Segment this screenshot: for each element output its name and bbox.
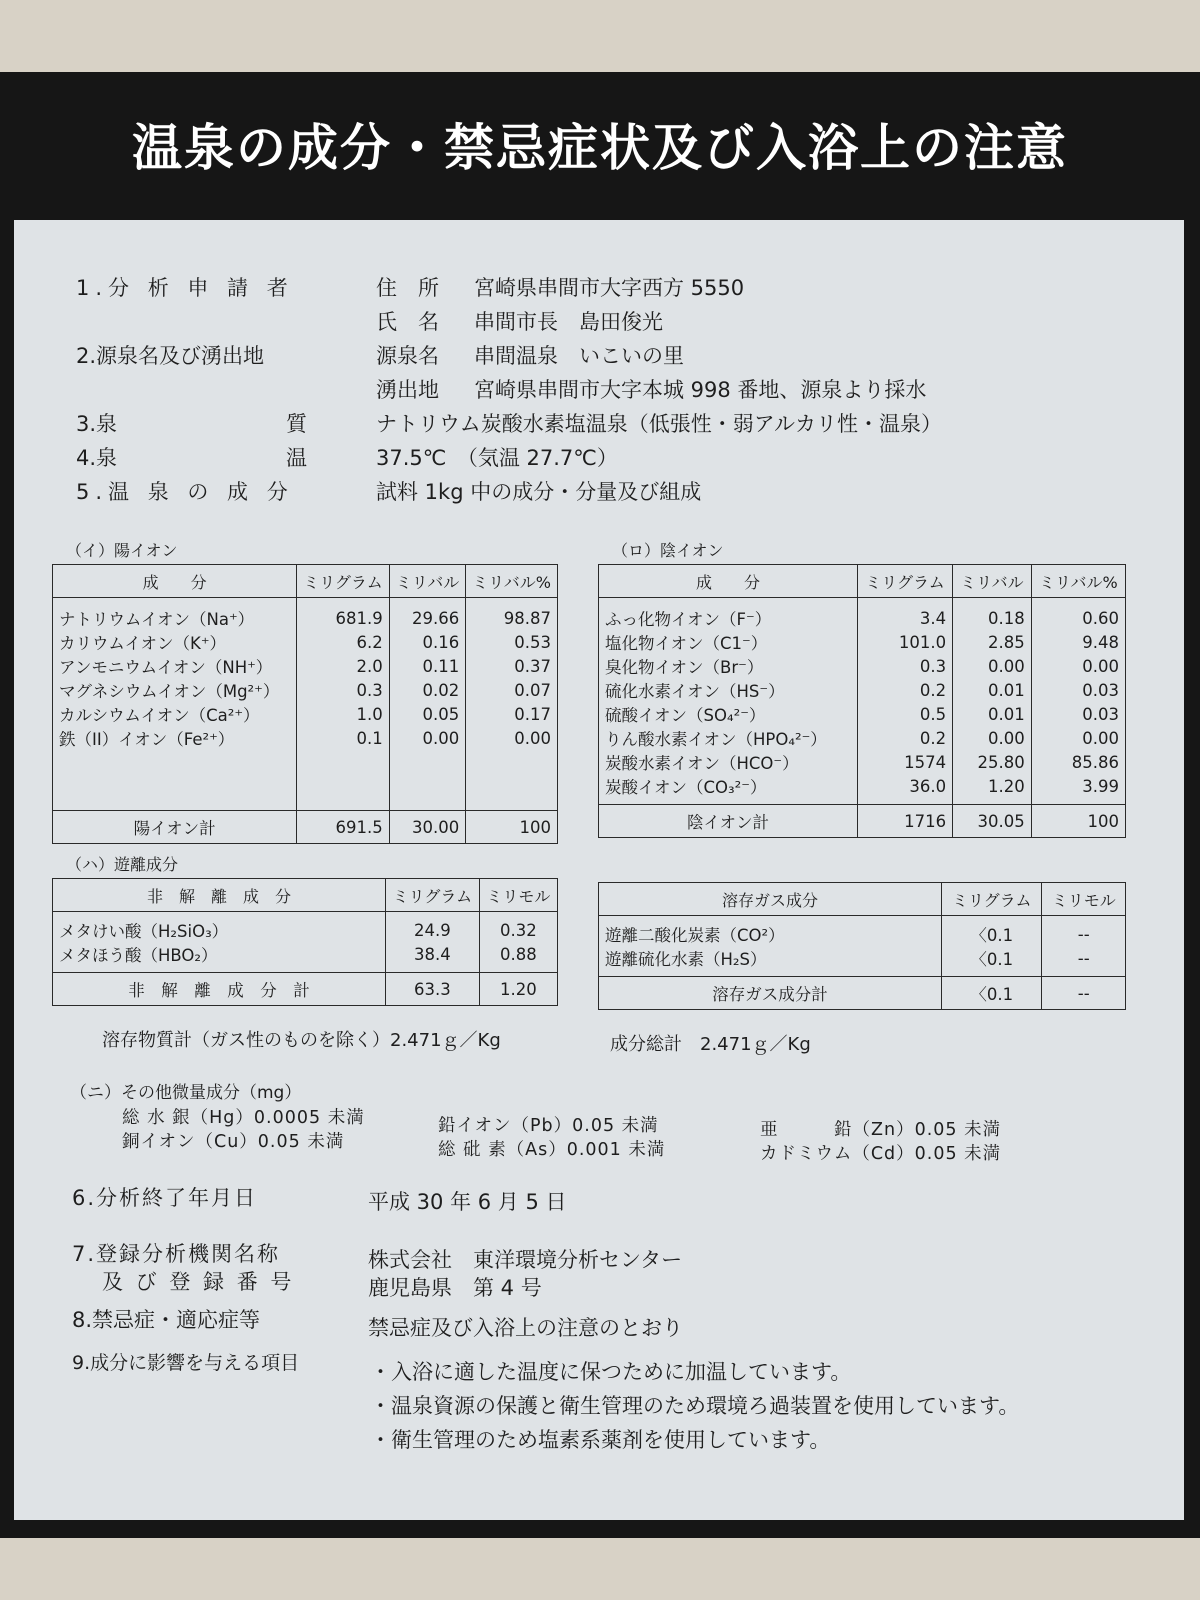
- cation-mvalpct: 0.53: [466, 630, 558, 654]
- trace-pb: 鉛イオン（Pb）0.05 未満: [438, 1116, 659, 1136]
- gas-header-component: 溶存ガス成分: [599, 883, 942, 916]
- gas-table: [598, 882, 1126, 1010]
- gas-name: 遊離二酸化炭素（CO²）: [599, 922, 942, 946]
- anion-name: 臭化物イオン（Br⁻）: [599, 654, 858, 678]
- cation-mval: 0.00: [389, 726, 466, 750]
- table-row: [599, 726, 1126, 750]
- table-row: [53, 918, 558, 942]
- anion-total-mvalpct: 100: [1031, 805, 1125, 838]
- dissolved-total: 溶存物質計（ガス性のものを除く）2.471ｇ／Kg: [102, 1030, 501, 1051]
- anion-mvalpct: 9.48: [1031, 630, 1125, 654]
- item1-address: 宮崎県串間市大字西方 5550: [474, 276, 745, 300]
- item8-value: 禁忌症及び入浴上の注意のとおり: [368, 1316, 683, 1340]
- free-mg: 38.4: [386, 942, 480, 966]
- anion-mval: 0.00: [953, 726, 1032, 750]
- free-mmol: 0.88: [479, 942, 557, 966]
- table-row: [599, 922, 1126, 946]
- anion-mval: 1.20: [953, 774, 1032, 798]
- anion-mval: 0.01: [953, 702, 1032, 726]
- cation-name: マグネシウムイオン（Mg²⁺）: [53, 678, 297, 702]
- anion-mg: 3.4: [858, 606, 953, 630]
- anion-name: 炭酸水素イオン（HCO⁻）: [599, 750, 858, 774]
- anion-total-row: [599, 805, 1126, 838]
- item2-label: 2.源泉名及び湧出地: [76, 344, 265, 368]
- item1-address-label: 住 所: [376, 276, 439, 300]
- anion-mg: 0.2: [858, 726, 953, 750]
- item7-value-b: 鹿児島県 第 4 号: [368, 1276, 542, 1300]
- table-row: [599, 630, 1126, 654]
- free-mg: 24.9: [386, 918, 480, 942]
- table-row: [53, 678, 558, 702]
- table-row: [53, 702, 558, 726]
- gas-header-mmol: ミリモル: [1042, 883, 1126, 916]
- gas-total-label: 溶存ガス成分計: [599, 977, 942, 1010]
- cation-mval: 0.02: [389, 678, 466, 702]
- table-row: [599, 678, 1126, 702]
- cation-name: アンモニウムイオン（NH⁺）: [53, 654, 297, 678]
- item9-label: 9.成分に影響を与える項目: [72, 1352, 300, 1374]
- free-heading: （ハ）遊離成分: [66, 855, 179, 874]
- cation-mvalpct: 98.87: [466, 606, 558, 630]
- trace-hg: 総 水 銀（Hg）0.0005 未満: [122, 1108, 365, 1128]
- anion-header-mvalpct: ミリバル%: [1031, 565, 1125, 598]
- gas-mg: 〈0.1: [942, 922, 1042, 946]
- cation-mvalpct: 0.00: [466, 726, 558, 750]
- table-row: [53, 630, 558, 654]
- item9-line-2: ・温泉資源の保護と衛生管理のため環境ろ過装置を使用しています。: [370, 1394, 1020, 1418]
- item3-value: ナトリウム炭酸水素塩温泉（低張性・弱アルカリ性・温泉）: [376, 412, 942, 436]
- trace-zn: 亜 鉛（Zn）0.05 未満: [760, 1120, 1002, 1140]
- cation-name: 鉄（II）イオン（Fe²⁺）: [53, 726, 297, 750]
- anion-mg: 0.5: [858, 702, 953, 726]
- anion-header-mg: ミリグラム: [858, 565, 953, 598]
- item7-label-b: 及 び 登 録 番 号: [102, 1270, 295, 1294]
- item4-label-b: 温: [286, 446, 307, 470]
- anion-mvalpct: 0.03: [1031, 702, 1125, 726]
- anion-mval: 2.85: [953, 630, 1032, 654]
- cation-mval: 29.66: [389, 606, 466, 630]
- table-row: [599, 946, 1126, 970]
- table-row: [599, 774, 1126, 798]
- anion-mg: 0.2: [858, 678, 953, 702]
- cation-header-mvalpct: ミリバル%: [466, 565, 558, 598]
- cation-total-mvalpct: 100: [466, 811, 558, 844]
- gas-mg: 〈0.1: [942, 946, 1042, 970]
- free-total-mg: 63.3: [386, 973, 480, 1006]
- item2-source: 串間温泉 いこいの里: [474, 344, 684, 368]
- table-row: [53, 726, 558, 750]
- table-row: [53, 942, 558, 966]
- table-row: [53, 654, 558, 678]
- cation-name: カルシウムイオン（Ca²⁺）: [53, 702, 297, 726]
- trace-as: 総 砒 素（As）0.001 未満: [438, 1140, 666, 1160]
- sign-title: 温泉の成分・禁忌症状及び入浴上の注意: [132, 119, 1068, 177]
- table-row: [599, 654, 1126, 678]
- item2-location-label: 湧出地: [376, 378, 439, 402]
- cation-mval: 0.05: [389, 702, 466, 726]
- anion-name: 炭酸イオン（CO₃²⁻）: [599, 774, 858, 798]
- cation-name: カリウムイオン（K⁺）: [53, 630, 297, 654]
- cation-mval: 0.11: [389, 654, 466, 678]
- anion-name: 塩化物イオン（C1⁻）: [599, 630, 858, 654]
- cation-mg: 0.3: [297, 678, 390, 702]
- table-row: [599, 750, 1126, 774]
- item5-label: 5.温 泉 の 成 分: [76, 480, 294, 504]
- cation-mg: 6.2: [297, 630, 390, 654]
- anion-mvalpct: 0.00: [1031, 726, 1125, 750]
- sign-board: [14, 220, 1184, 1520]
- free-total-label: 非 解 離 成 分 計: [53, 973, 386, 1006]
- item6-label: 6.分析終了年月日: [72, 1186, 258, 1210]
- item5-value: 試料 1kg 中の成分・分量及び組成: [376, 480, 702, 504]
- anion-name: りん酸水素イオン（HPO₄²⁻）: [599, 726, 858, 750]
- gas-mmol: --: [1042, 922, 1126, 946]
- anion-mvalpct: 3.99: [1031, 774, 1125, 798]
- cation-mg: 0.1: [297, 726, 390, 750]
- trace-cd: カドミウム（Cd）0.05 未満: [760, 1144, 1002, 1164]
- cation-header-component: 成 分: [53, 565, 297, 598]
- gas-header-mg: ミリグラム: [942, 883, 1042, 916]
- free-name: メタけい酸（H₂SiO₃）: [53, 918, 386, 942]
- cation-mvalpct: 0.07: [466, 678, 558, 702]
- cation-header-mg: ミリグラム: [297, 565, 390, 598]
- item6-value: 平成 30 年 6 月 5 日: [368, 1190, 567, 1214]
- cation-heading: （イ）陽イオン: [66, 541, 178, 560]
- table-row: [53, 606, 558, 630]
- free-total-row: [53, 973, 558, 1006]
- item3-label: 3.泉: [76, 412, 118, 436]
- table-row: [599, 606, 1126, 630]
- anion-mval: 0.01: [953, 678, 1032, 702]
- anion-mg: 1574: [858, 750, 953, 774]
- cation-total-label: 陽イオン計: [53, 811, 297, 844]
- anion-mvalpct: 0.60: [1031, 606, 1125, 630]
- item8-label: 8.禁忌症・適応症等: [72, 1308, 261, 1332]
- cation-mvalpct: 0.17: [466, 702, 558, 726]
- item1-name-label: 氏 名: [376, 310, 439, 334]
- item9-line-1: ・入浴に適した温度に保つために加温しています。: [370, 1360, 852, 1384]
- anion-name: 硫酸イオン（SO₄²⁻）: [599, 702, 858, 726]
- gas-mmol: --: [1042, 946, 1126, 970]
- anion-mg: 0.3: [858, 654, 953, 678]
- cation-mvalpct: 0.37: [466, 654, 558, 678]
- cation-table: [52, 564, 558, 844]
- anion-heading: （ロ）陰イオン: [612, 541, 724, 560]
- item7-label-a: 7.登録分析機関名称: [72, 1242, 281, 1266]
- anion-mval: 25.80: [953, 750, 1032, 774]
- trace-cu: 銅イオン（Cu）0.05 未満: [122, 1132, 345, 1152]
- anion-total-mg: 1716: [858, 805, 953, 838]
- item1-name: 串間市長 島田俊光: [474, 310, 663, 334]
- gas-total-row: [599, 977, 1126, 1010]
- anion-name: ふっ化物イオン（F⁻）: [599, 606, 858, 630]
- free-total-mmol: 1.20: [479, 973, 557, 1006]
- table-row: [599, 702, 1126, 726]
- item4-label: 4.泉: [76, 446, 118, 470]
- anion-mvalpct: 0.00: [1031, 654, 1125, 678]
- cation-mg: 681.9: [297, 606, 390, 630]
- cation-total-row: [53, 811, 558, 844]
- item4-value: 37.5℃ （気温 27.7℃）: [376, 446, 618, 470]
- free-header-component: 非 解 離 成 分: [53, 879, 386, 912]
- cation-header-mval: ミリバル: [389, 565, 466, 598]
- free-header-mg: ミリグラム: [386, 879, 480, 912]
- anion-total-label: 陰イオン計: [599, 805, 858, 838]
- anion-mvalpct: 85.86: [1031, 750, 1125, 774]
- item2-source-label: 源泉名: [376, 344, 439, 368]
- cation-mval: 0.16: [389, 630, 466, 654]
- gas-total-mg: 〈0.1: [942, 977, 1042, 1010]
- free-name: メタほう酸（HBO₂）: [53, 942, 386, 966]
- overall-total: 成分総計 2.471ｇ／Kg: [610, 1034, 811, 1055]
- anion-mval: 0.00: [953, 654, 1032, 678]
- gas-total-mmol: --: [1042, 977, 1126, 1010]
- anion-mvalpct: 0.03: [1031, 678, 1125, 702]
- anion-mval: 0.18: [953, 606, 1032, 630]
- anion-header-component: 成 分: [599, 565, 858, 598]
- free-table: [52, 878, 558, 1006]
- item7-value-a: 株式会社 東洋環境分析センター: [368, 1248, 683, 1272]
- anion-table: [598, 564, 1126, 838]
- trace-heading: （ニ）その他微量成分（mg）: [70, 1083, 302, 1103]
- cation-name: ナトリウムイオン（Na⁺）: [53, 606, 297, 630]
- anion-mg: 36.0: [858, 774, 953, 798]
- free-mmol: 0.32: [479, 918, 557, 942]
- cation-mg: 1.0: [297, 702, 390, 726]
- anion-mg: 101.0: [858, 630, 953, 654]
- anion-total-mval: 30.05: [953, 805, 1032, 838]
- gas-name: 遊離硫化水素（H₂S）: [599, 946, 942, 970]
- item2-location: 宮崎県串間市大字本城 998 番地、源泉より採水: [474, 378, 927, 402]
- item1-label: 1.分 析 申 請 者: [76, 276, 294, 300]
- cation-total-mval: 30.00: [389, 811, 466, 844]
- cation-mg: 2.0: [297, 654, 390, 678]
- item9-line-3: ・衛生管理のため塩素系薬剤を使用しています。: [370, 1428, 831, 1452]
- item3-label-b: 質: [286, 412, 307, 436]
- free-header-mmol: ミリモル: [479, 879, 557, 912]
- anion-header-mval: ミリバル: [953, 565, 1032, 598]
- anion-name: 硫化水素イオン（HS⁻）: [599, 678, 858, 702]
- cation-total-mg: 691.5: [297, 811, 390, 844]
